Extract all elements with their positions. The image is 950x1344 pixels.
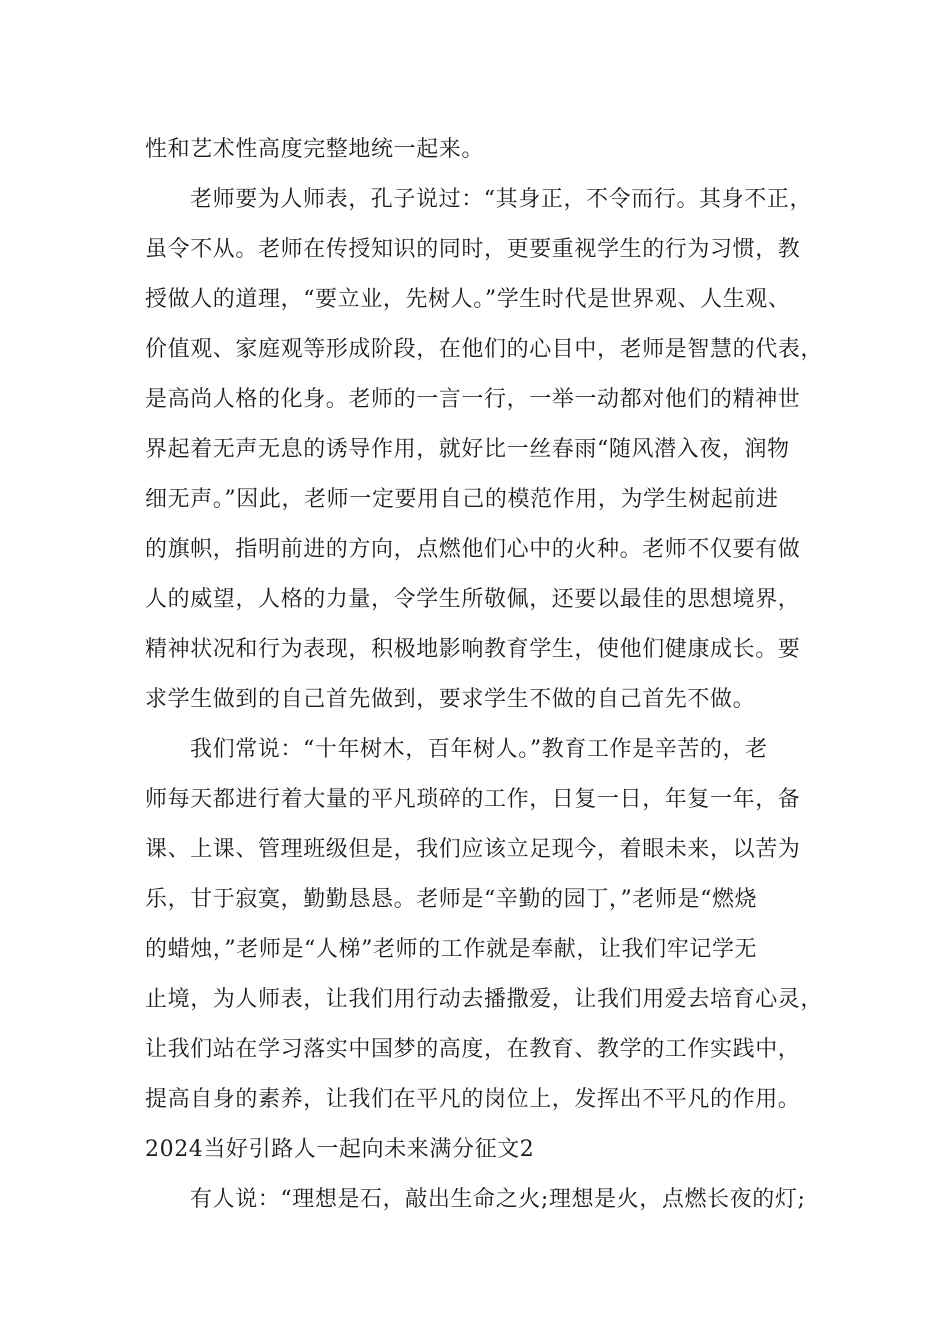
text-line: 细无声。”因此，老师一定要用自己的模范作用，为学生树起前进 (145, 487, 779, 512)
text-line: 界起着无声无息的诱导作用，就好比一丝春雨“随风潜入夜，润物 (145, 437, 790, 462)
section-heading: 2024当好引路人一起向未来满分征文2 (145, 1137, 535, 1162)
text-line: 止境，为人师表，让我们用行动去播撒爱，让我们用爱去培育心灵， (145, 987, 824, 1012)
paragraph-start-line: 有人说：“理想是石，敲出生命之火;理想是火，点燃长夜的灯; (190, 1187, 806, 1212)
text-line: 虽令不从。老师在传授知识的同时，更要重视学生的行为习惯，教 (145, 237, 801, 262)
text-line: 人的威望，人格的力量，令学生所敬佩，还要以最佳的思想境界， (145, 587, 801, 612)
text-line: 让我们站在学习落实中国梦的高度，在教育、教学的工作实践中， (145, 1037, 801, 1062)
text-line: 师每天都进行着大量的平凡琐碎的工作，日复一日，年复一年，备 (145, 787, 801, 812)
paragraph-start-line: 老师要为人师表，孔子说过：“其身正，不令而行。其身不正， (190, 187, 813, 212)
text-line: 乐，甘于寂寞，勤勤恳恳。老师是“辛勤的园丁，”老师是“燃烧 (145, 887, 758, 912)
paragraph-start-line: 我们常说：“十年树木，百年树人。”教育工作是辛苦的，老 (190, 737, 768, 762)
text-line: 授做人的道理，“要立业，先树人。”学生时代是世界观、人生观、 (145, 287, 791, 312)
text-line: 是高尚人格的化身。老师的一言一行，一举一动都对他们的精神世 (145, 387, 801, 412)
text-line: 性和艺术性高度完整地统一起来。 (145, 137, 485, 162)
text-line: 的旗帜，指明前进的方向，点燃他们心中的火种。老师不仅要有做 (145, 537, 801, 562)
text-line: 的蜡烛，”老师是“人梯”老师的工作就是奉献，让我们牢记学无 (145, 937, 758, 962)
text-line: 求学生做到的自己首先做到，要求学生不做的自己首先不做。 (145, 687, 756, 712)
text-line: 价值观、家庭观等形成阶段，在他们的心目中，老师是智慧的代表， (145, 337, 824, 362)
text-line: 提高自身的素养，让我们在平凡的岗位上，发挥出不平凡的作用。 (145, 1087, 801, 1112)
text-line: 课、上课、管理班级但是，我们应该立足现今，着眼未来，以苦为 (145, 837, 801, 862)
text-line: 精神状况和行为表现，积极地影响教育学生，使他们健康成长。要 (145, 637, 801, 662)
